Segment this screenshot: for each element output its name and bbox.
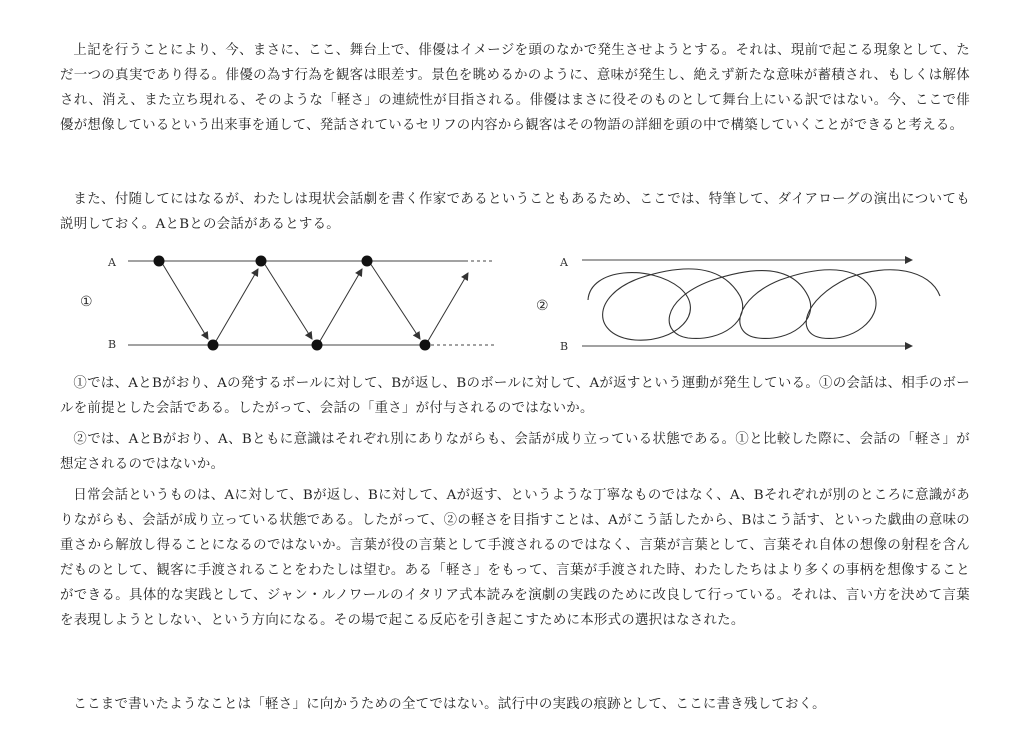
- diagram2-number: ②: [536, 298, 549, 314]
- diagram2-label-b: B: [560, 340, 569, 353]
- diagram2-label-a: A: [560, 256, 568, 269]
- diagram1-balls: [154, 256, 431, 351]
- diagram1-label-a: A: [108, 256, 116, 269]
- paragraph-4: ②では、AとBがおり、A、Bともに意識はそれぞれ別にありながらも、会話が成り立っている状態である。①と比較した際に、会話の「軽さ」が想定されるのではないか。: [60, 432, 970, 472]
- diagram-loop-conversation: [530, 248, 950, 358]
- diagram1-number: ①: [80, 294, 93, 310]
- diagram2-loop-curve: [588, 269, 940, 340]
- diagram-ball-exchange: [80, 248, 500, 358]
- paragraph-2: また、付随してにはなるが、わたしは現状会話劇を書く作家であるということもあるため、ここでは、特筆して、ダイアローグの演出についても説明しておく。AとBとの会話があるとする。: [60, 192, 970, 232]
- diagram1-arrows: [162, 263, 468, 341]
- paragraph-5: 日常会話というものは、Aに対して、Bが返し、Bに対して、Aが返す、というような丁寧なものではなく、A、Bそれぞれが別のところに意識がありながらも、会話が成り立っている状態である。したがって、②の軽さを目指すことは、Aがこう話したから、Bはこう話す、といった戯曲の意味の重さから解放し得ることになるのではないか。言葉が役の言葉として手渡されるのではなく、言葉が言葉として、言葉それ自体の想像の射程を含んだものとして、観客に手渡されることをわたしは望む。ある「軽さ」をもって、言葉が手渡された時、わたしたちはより多くの事柄を想像することができる。具体的な実践として、ジャン・ルノワールのイタリア式本読みを演劇の実践のために改良して行っている。それは、言い方を決めて言葉を表現しようとしない、という方向になる。その場で起こる反応を引き起こすために本形式の選択はなされた。: [60, 488, 970, 628]
- paragraph-3: ①では、AとBがおり、Aの発するボールに対して、Bが返し、Bのボールに対して、Aが返すという運動が発生している。①の会話は、相手のボールを前提とした会話である。したがって、会話の「重さ」が付与されるのではないか。: [60, 376, 970, 416]
- paragraph-6: ここまで書いたようなことは「軽さ」に向かうための全てではない。試行中の実践の痕跡として、ここに書き残しておく。: [73, 697, 826, 712]
- diagram1-label-b: B: [108, 338, 117, 351]
- paragraph-1: 上記を行うことにより、今、まさに、ここ、舞台上で、俳優はイメージを頭のなかで発生させようとする。それは、現前で起こる現象として、ただ一つの真実であり得る。俳優の為す行為を観客は眼差す。景色を眺めるかのように、意味が発生し、絶えず新たな意味が蓄積され、もしくは解体され、消え、また立ち現れる、そのような「軽さ」の連続性が目指される。俳優はまさに役そのものとして舞台上にいる訳ではない。今、ここで俳優が想像しているという出来事を通して、発話されているセリフの内容から観客はその物語の詳細を頭の中で構築していくことができると考える。: [60, 43, 970, 133]
